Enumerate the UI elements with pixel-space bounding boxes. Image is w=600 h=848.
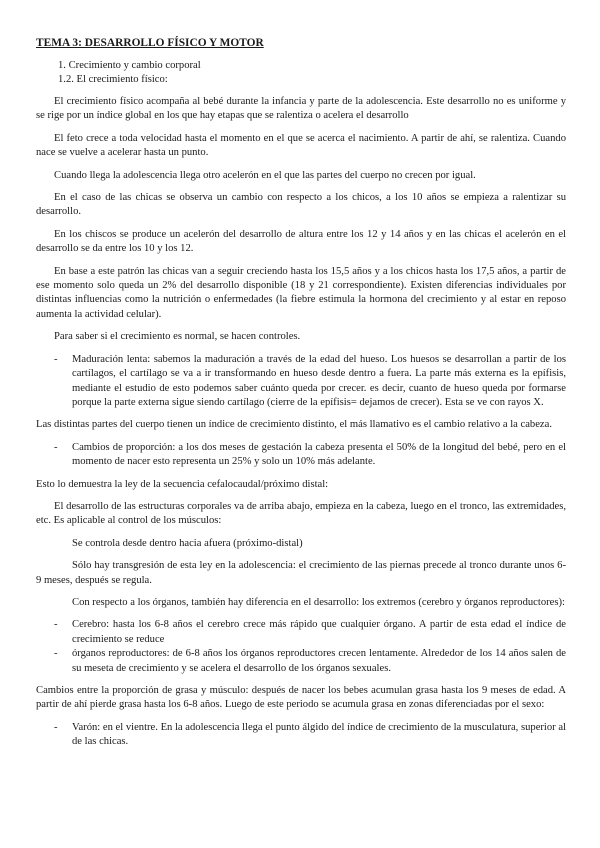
dash-bullet: - xyxy=(54,353,58,365)
paragraph: Cambios entre la proporción de grasa y músculo: después de nacer los bebes acumulan grasa hasta los 9 meses de edad. A partir de ahí pierde grasa hasta los 6-8 años. Luego de este periodo se acumula grasa en zonas diferenciadas por el sexo: xyxy=(36,685,566,711)
list-item xyxy=(36,353,566,411)
list-item xyxy=(36,647,566,676)
outline-item: 1. Crecimiento y cambio corporal xyxy=(58,60,201,71)
paragraph: Las distintas partes del cuerpo tienen un índice de crecimiento distinto, el más llamativo es el cambio relativo a la cabeza. xyxy=(36,419,552,431)
list-item-text: Maduración lenta: sabemos la maduración a través de la edad del hueso. Los huesos se desarrollan a partir de los cartílagos, el cartílago se va a ir transformando en hueso desde dentro a fuera. La parte más externa es la epífisis, mediante el estudio de esto podemos saber cuánto queda por crecer. es decir, cuanto de hueso queda por formarse porque la parte externa sigue siendo cartílago (cierre de la epífisis= dejamos de crecer). Esta se ve con rayos X. xyxy=(72,353,566,408)
document-page xyxy=(36,36,566,758)
list-item-text: Cerebro: hasta los 6-8 años el cerebro crece más rápido que cualquier órgano. A partir de esta edad el índice de crecimiento se reduce xyxy=(72,619,566,645)
list-item-text: órganos reproductores: de 6-8 años los órganos reproductores crecen lentamente. Alrededor de los 14 años salen de su meseta de crecimiento y se acelera el desarrollo de los órganos sexuales. xyxy=(72,648,566,674)
dash-bullet: - xyxy=(54,441,58,453)
list-item xyxy=(36,441,566,470)
paragraph: En los chiscos se produce un acelerón del desarrollo de altura entre los 12 y 14 años y en las chicas el acelerón en el desarrollo se da entre los 10 y los 12. xyxy=(36,228,566,255)
list-item-text: Cambios de proporción: a los dos meses de gestación la cabeza presenta el 50% de la longitud del bebé, pero en el momento de nacer esto representa un 25% y solo un 10% más adelante. xyxy=(72,441,566,468)
paragraph: Con respecto a los órganos, también hay diferencia en el desarrollo: los extremos (cerebro y órganos reproductores): xyxy=(72,596,565,608)
section-outline xyxy=(58,59,566,87)
paragraph: El desarrollo de las estructuras corporales va de arriba abajo, empieza en la cabeza, luego en el tronco, las extremidades, etc. Es aplicable al control de los músculos: xyxy=(36,500,566,527)
paragraph: Esto lo demuestra la ley de la secuencia cefalocaudal/próximo distal: xyxy=(36,478,329,490)
dash-bullet: - xyxy=(54,619,58,631)
paragraph: Cuando llega la adolescencia llega otro acelerón en el que las partes del cuerpo no crecen por igual. xyxy=(54,169,476,181)
paragraph: Se controla desde dentro hacia afuera (próximo-distal) xyxy=(72,537,303,549)
paragraph: Sólo hay transgresión de esta ley en la adolescencia: el crecimiento de las piernas precede al tronco durante unos 6-9 meses, después se regula. xyxy=(36,560,566,586)
dash-list xyxy=(36,618,566,676)
dash-bullet: - xyxy=(54,648,58,660)
dash-bullet: - xyxy=(54,721,58,733)
dash-list xyxy=(36,721,566,750)
dash-list xyxy=(36,441,566,470)
dash-list xyxy=(36,353,566,411)
paragraph: Para saber si el crecimiento es normal, se hacen controles. xyxy=(54,331,301,343)
list-item xyxy=(36,721,566,750)
list-item xyxy=(36,618,566,647)
paragraph: En base a este patrón las chicas van a seguir creciendo hasta los 15,5 años y a los chicos hasta los 17,5 años, a partir de ese momento solo queda un 2% del desarrollo disponible (18 y 21 correspondiente). Existen diferencias individuales por distintas influencias como la nutrición o enfermedades (la fiebre estimula la hormona del crecimiento y al estar en reposo aumenta la actividad celular). xyxy=(36,265,566,320)
paragraph: El feto crece a toda velocidad hasta el momento en el que se acerca el nacimiento. A partir de ahí, se ralentiza. Cuando nace se vuelve a acelerar hasta un punto. xyxy=(36,132,566,159)
paragraph: En el caso de las chicas se observa un cambio con respecto a los chicos, a los 10 años se empieza a ralentizar su desarrollo. xyxy=(36,192,566,218)
page-title: TEMA 3: DESARROLLO FÍSICO Y MOTOR xyxy=(36,37,264,49)
outline-item: 1.2. El crecimiento físico: xyxy=(58,74,168,85)
list-item-text: Varón: en el vientre. En la adolescencia llega el punto álgido del índice de crecimiento de la musculatura, superior al de las chicas. xyxy=(72,721,566,748)
paragraph: El crecimiento físico acompaña al bebé durante la infancia y parte de la adolescencia. Este desarrollo no es uniforme y se rige por un índice global en los que hay etapas que se ralentiza o acelera el desarrollo xyxy=(36,96,566,122)
